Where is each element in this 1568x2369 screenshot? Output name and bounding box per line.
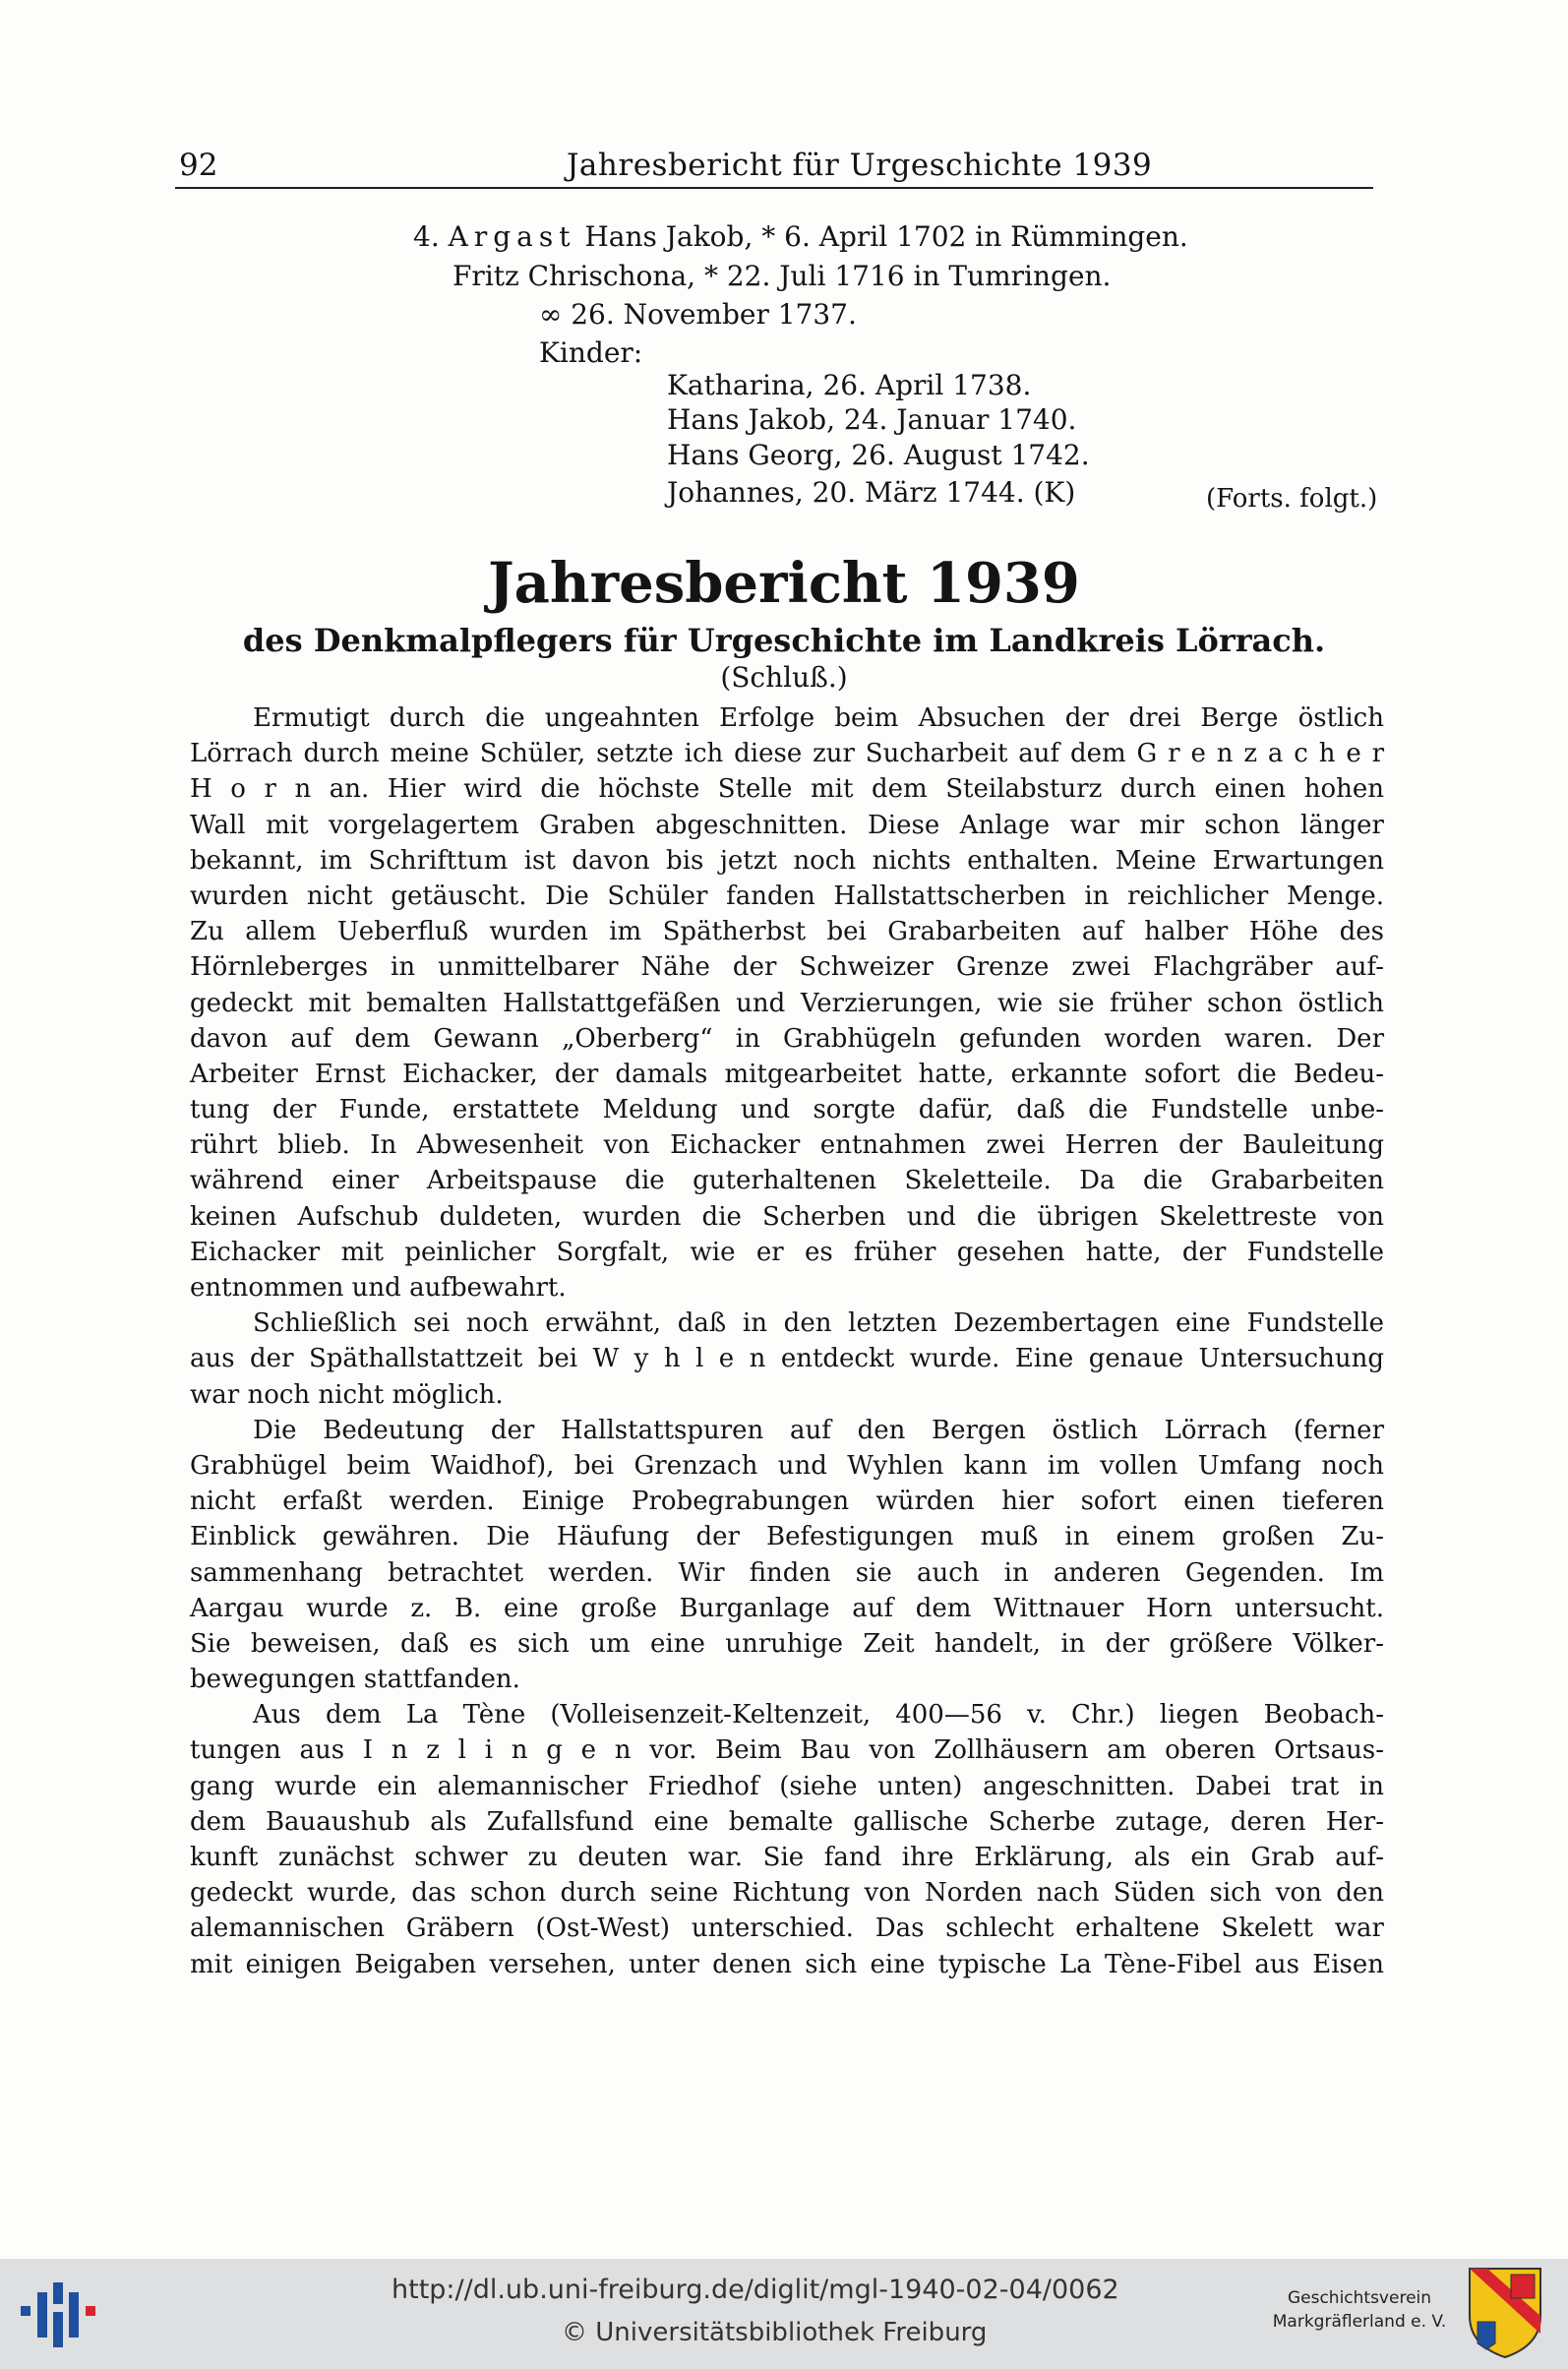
text-line: Schließlich sei noch erwähnt, daß in den letzten Dezembertagen eine Fundstelle (253, 1308, 1384, 1339)
document-url-link[interactable]: http://dl.ub.uni-freiburg.de/diglit/mgl-1940-02-04/0062 (392, 2275, 1119, 2305)
text-line: Hörnleberges in unmittelbarer Nähe der Schweizer Grenze zwei Flachgräber auf- (190, 952, 1384, 983)
text-line: Arbeiter Ernst Eichacker, der damals mitgearbeitet hatte, erkannte sofort die Bedeu- (190, 1059, 1384, 1089)
text-line: davon auf dem Gewann „Oberberg“ in Grabhügeln gefunden worden waren. Der (190, 1023, 1384, 1054)
entry-surname: Argast (448, 220, 576, 253)
text-line: Grabhügel beim Waidhof), bei Grenzach und Wyhlen kann im vollen Umfang noch (190, 1450, 1384, 1481)
text-line: sammenhang betrachtet werden. Wir finden sie auch in anderen Gegenden. Im (190, 1557, 1384, 1588)
genealogy-child: Katharina, 26. April 1738. (667, 369, 1032, 401)
running-title: Jahresbericht für Urgeschichte 1939 (567, 148, 1153, 183)
text-line: rührt blieb. In Abwesenheit von Eichacker entnahmen zwei Herren der Bauleitung (190, 1130, 1384, 1161)
genealogy-child: Hans Jakob, 24. Januar 1740. (667, 403, 1077, 436)
genealogy-spouse: Fritz Chrischona, * 22. Juli 1716 in Tumringen. (452, 260, 1112, 292)
copyright-notice: © Universitätsbibliothek Freiburg (562, 2318, 988, 2347)
genealogy-marriage: ∞ 26. November 1737. (539, 298, 857, 331)
text-line: während einer Arbeitspause die guterhaltenen Skeletteile. Da die Grabarbeiten (190, 1166, 1384, 1196)
text-line: tung der Funde, erstattete Meldung und sorgte dafür, daß die Fundstelle unbe- (190, 1095, 1384, 1125)
text-line: gedeckt wurde, das schon durch seine Richtung von Norden nach Süden sich von den (190, 1878, 1384, 1909)
society-name (1261, 2286, 1458, 2334)
text-line: Lörrach durch meine Schüler, setzte ich diese zur Sucharbeit auf dem G r e n z a c h e r (190, 739, 1384, 769)
article-note: (Schluß.) (720, 661, 848, 694)
ub-freiburg-logo-icon[interactable] (18, 2280, 106, 2349)
text-line: aus der Späthallstattzeit bei W y h l e n entdeckt wurde. Eine genaue Untersuchung (190, 1344, 1384, 1374)
text-line: bewegungen stattfanden. (190, 1665, 520, 1695)
genealogy-children-label: Kinder: (539, 336, 643, 369)
article-subtitle: des Denkmalpflegers für Urgeschichte im Landkreis Lörrach. (242, 622, 1326, 659)
text-line: tungen aus I n z l i n g e n vor. Beim Bau von Zollhäusern am oberen Ortsaus- (190, 1735, 1384, 1766)
text-line: mit einigen Beigaben versehen, unter denen sich eine typische La Tène-Fibel aus Eisen (190, 1949, 1384, 1979)
text-line: wurden nicht getäuscht. Die Schüler fanden Hallstattscherben in reichlicher Menge. (190, 881, 1384, 911)
genealogy-child: Hans Georg, 26. August 1742. (667, 439, 1090, 471)
entry-person: Hans Jakob, * 6. April 1702 in Rümmingen. (584, 220, 1188, 253)
text-line: gedeckt mit bemalten Hallstattgefäßen und Verzierungen, wie sie früher schon östlich (190, 988, 1384, 1018)
text-line: dem Bauaushub als Zufallsfund eine bemalte gallische Scherbe zutage, deren Her- (190, 1806, 1384, 1837)
text-line: H o r n an. Hier wird die höchste Stelle mit dem Steilabsturz durch einen hohen (190, 774, 1384, 805)
text-line: Einblick gewähren. Die Häufung der Befestigungen muß in einem großen Zu- (190, 1522, 1384, 1552)
society-name-line: Markgräflerland e. V. (1272, 2312, 1447, 2332)
text-line: Eichacker mit peinlicher Sorgfalt, wie er es früher gesehen hatte, der Fundstelle (190, 1237, 1384, 1267)
text-line: alemannischen Gräbern (Ost-West) unterschied. Das schlecht erhaltene Skelett war (190, 1913, 1384, 1944)
text-line: nicht erfaßt werden. Einige Probegrabungen würden hier sofort einen tieferen (190, 1487, 1384, 1517)
text-line: keinen Aufschub duldeten, wurden die Scherben und die übrigen Skelettreste von (190, 1201, 1384, 1232)
text-line: war noch nicht möglich. (190, 1379, 504, 1410)
text-line: Aargau wurde z. B. eine große Burganlage auf dem Wittnauer Horn untersucht. (190, 1593, 1384, 1623)
text-line: Aus dem La Tène (Volleisenzeit-Keltenzeit, 400—56 v. Chr.) liegen Beobach- (253, 1700, 1384, 1731)
text-line: kunft zunächst schwer zu deuten war. Sie fand ihre Erklärung, als ein Grab auf- (190, 1843, 1384, 1872)
viewer-footer (0, 2259, 1568, 2369)
text-line: Wall mit vorgelagertem Graben abgeschnitten. Diese Anlage war mir schon länger (190, 810, 1384, 840)
text-line: bekannt, im Schrifttum ist davon bis jetzt noch nichts enthalten. Meine Erwartungen (190, 845, 1384, 876)
article-body (190, 700, 1384, 1982)
page-header (175, 148, 1373, 189)
text-line: Zu allem Ueberfluß wurden im Spätherbst bei Grabarbeiten auf halber Höhe des (190, 917, 1384, 947)
text-line: Ermutigt durch die ungeahnten Erfolge beim Absuchen der drei Berge östlich (253, 703, 1384, 733)
page-number: 92 (179, 148, 218, 183)
text-line: entnommen und aufbewahrt. (190, 1273, 567, 1303)
continuation-note: (Forts. folgt.) (1206, 484, 1378, 514)
text-line: Die Bedeutung der Hallstattspuren auf den Bergen östlich Lörrach (ferner (253, 1415, 1384, 1445)
genealogy-child: Johannes, 20. März 1744. (K) (667, 476, 1076, 509)
article-title: Jahresbericht 1939 (488, 551, 1080, 616)
society-name-line: Geschichtsverein (1287, 2288, 1432, 2308)
text-line: gang wurde ein alemannischer Friedhof (siehe unten) angeschnitten. Dabei trat in (190, 1771, 1384, 1801)
genealogy-entry-line (413, 220, 1188, 253)
entry-number: 4. (413, 220, 440, 253)
text-line: Sie beweisen, daß es sich um eine unruhige Zeit handelt, in der größere Völker- (190, 1628, 1384, 1659)
coat-of-arms-icon[interactable] (1466, 2265, 1544, 2359)
